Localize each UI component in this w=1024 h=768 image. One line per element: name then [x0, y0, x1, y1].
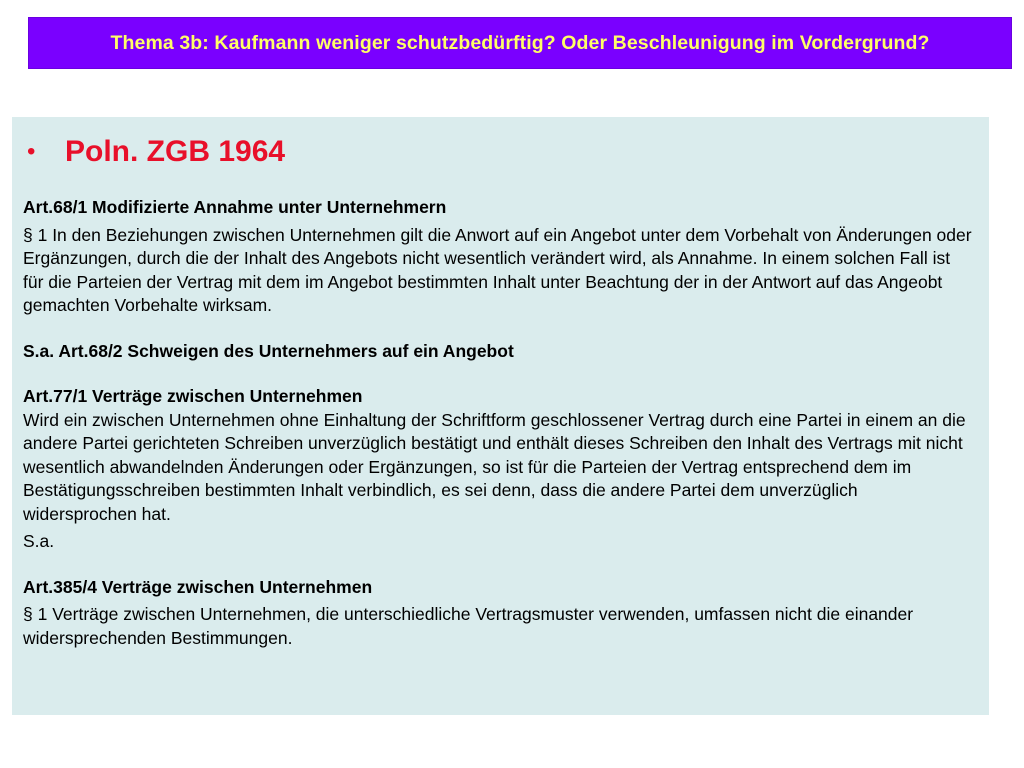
- article-77-1-text: Wird ein zwischen Unternehmen ohne Einhaltung der Schriftform geschlossener Vertrag durch eine Partei in einem an die andere Partei gerichteten Schreiben unverzüglich bestätigt und enthält dieses Schreiben den Inhalt des Vertrags mit nicht wesentlich abwandelnden Änderungen oder Ergänzungen, so ist für die Parteien der Vertrag entsprechend dem im Bestätigungsschreiben bestimmten Inhalt verbindlich, es sei denn, dass die andere Partei dem unverzüglich widersprochen hat.: [23, 409, 966, 524]
- article-68-2-reference: S.a. Art.68/2 Schweigen des Unternehmers auf ein Angebot: [23, 340, 514, 361]
- slide-title: Thema 3b: Kaufmann weniger schutzbedürftig? Oder Beschleunigung im Vordergrund?: [110, 31, 930, 54]
- article-68-1-title: Art.68/1 Modifizierte Annahme unter Unternehmern: [23, 197, 447, 217]
- bullet-icon: •: [27, 138, 36, 165]
- article-68-1-text: § 1 In den Beziehungen zwischen Unternehmen gilt die Anwort auf ein Angebot unter dem Vorbehalt von Änderungen oder Ergänzungen, durch die der Inhalt des Angebots nicht wesentlich verändert wird, als Annahme. In einem solchen Fall ist für die Parteien der Vertrag mit dem im Angebot bestimmten Inhalt unter Beachtung der in der Antwort auf das Angeobt gemachten Vorbehalte wirksam.: [23, 224, 972, 315]
- article-77-1-title: Art.77/1 Verträge zwischen Unternehmen: [23, 386, 363, 406]
- section-heading: Poln. ZGB 1964: [65, 135, 286, 168]
- content-box: [12, 117, 989, 715]
- article-68-1: [23, 196, 975, 318]
- title-bar: [28, 17, 1012, 69]
- article-385-4: [23, 576, 975, 651]
- article-68-2: [23, 340, 975, 364]
- heading-row: [23, 127, 975, 177]
- article-77-1: [23, 385, 975, 554]
- article-385-4-title: Art.385/4 Verträge zwischen Unternehmen: [23, 576, 373, 597]
- article-385-4-text: § 1 Verträge zwischen Unternehmen, die unterschiedliche Vertragsmuster verwenden, umfassen nicht die einander widersprechenden Bestimmungen.: [23, 604, 914, 648]
- see-also-text: S.a.: [23, 531, 55, 551]
